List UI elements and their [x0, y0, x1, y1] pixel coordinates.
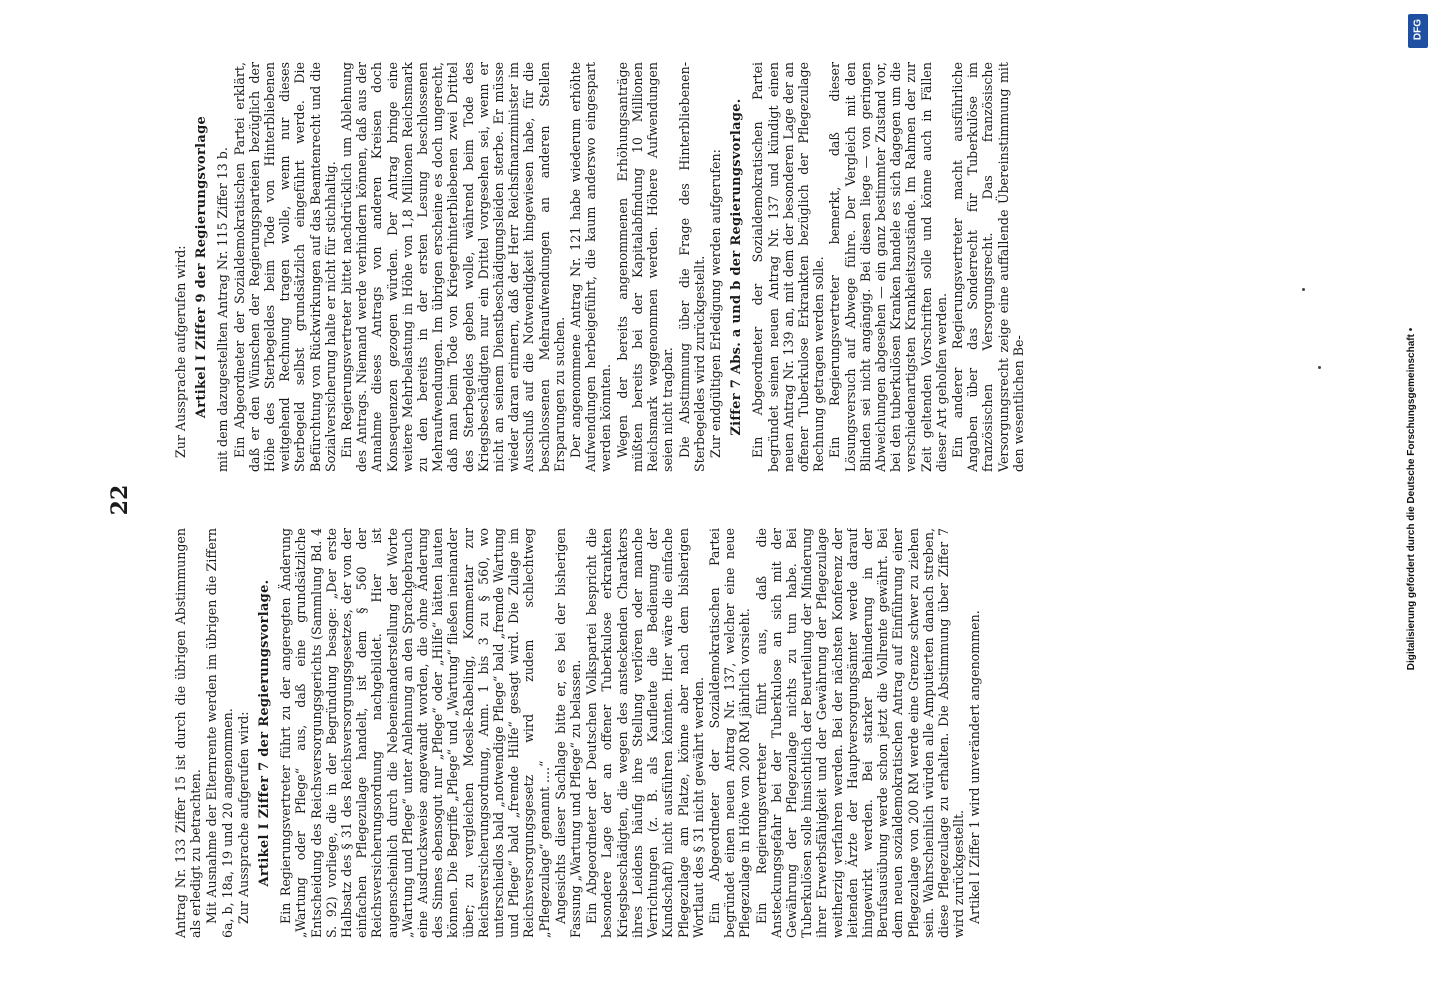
paragraph: Mit Ausnahme der Elternrente werden im übrigen die Ziffern 6a, b, 18a, 19 und 20 angenommen.	[204, 528, 235, 938]
scan-speck	[1302, 288, 1305, 291]
paragraph: Zur Aussprache aufgerufen wird:	[235, 711, 251, 924]
paragraph: Ein Abgeordneter der Sozialdemokratischen Partei begründet einen neuen Antrag Nr. 137, welcher eine neue Pflegezulage in Höhe von 200 RM jährlich vorsieht.	[706, 528, 753, 938]
paragraph: Ein Regierungsvertreter bittet nachdrücklich um Ablehnung des Antrags. Niemand werde verhindern können, daß aus der Annahme dieses Antrags von anderen Kreisen doch Konsequenzen gezogen würden. Der Antrag bringe eine weitere Mehrbelastung in Höhe von 1,8 Millionen Reichsmark zu den bereits in der ersten Lesung beschlossenen Mehraufwendungen. Im übrigen erscheine es doch ungerecht, daß man beim Tode von Kriegerhinterbliebenen zwei Drittel des Sterbegeldes geben wolle, während beim Tode des Kriegsbeschädigten nur ein Drittel vorgesehen sei, wenn er nicht an seinem Dienstbeschädigungsleiden sterbe. Er müsse wieder daran erinnern, daß der Herr Reichsfinanzminister im Ausschuß auf die Notwendigkeit hingewiesen habe, für die beschlossenen Mehraufwendungen an anderen Stellen Ersparungen zu suchen.	[339, 62, 567, 472]
paragraph: Zur endgültigen Erledigung werden aufgerufen:	[707, 149, 723, 458]
paragraph: Zur Aussprache aufgerufen wird:	[173, 245, 188, 458]
paragraph: Ein Regierungsvertreter bemerkt, daß dieser Lösungsversuch auf Abwege führe. Der Vergleich mit den Blinden sei nicht angängig. Bei diesen liege — von geringen Abweichungen abgesehen — ein ganz bestimmter Zustand vor, bei den tuberkulösen Kranken handele es sich dagegen um die verschiedenartigsten Krankheitszustände. Im Rahmen der zur Zeit geltenden Vorschriften solle und könne auch in Fällen dieser Art geholfen werden.	[827, 62, 949, 472]
paragraph: Antrag Nr. 133 Ziffer 15 ist durch die übrigen Abstimmungen als erledigt zu betrachten.	[173, 528, 204, 938]
section-heading: Ziffer 7 Abs. a und b der Regierungsvorlage.	[729, 98, 745, 436]
digitization-credit: Digitalisierung gefördert durch die Deutsche Forschungsgemeinschaft •	[1406, 327, 1417, 671]
paragraph: Ein Abgeordneter der Sozialdemokratischen Partei erklärt, daß er den Wünschen der Regierungsparteien bezüglich der Höhe des Sterbegeldes beim Tode von Hinterbliebenen weitgehend Rechnung tragen wolle, wenn nur dieses Sterbegeld selbst grundsätzlich eingeführt werde. Die Befürchtung von Rückwirkungen auf das Beamtenrecht und die Sozialversicherung halte er nicht für stichhaltig.	[231, 62, 338, 472]
paragraph: Die Abstimmung über die Frage des Hinterbliebenen-Sterbegeldes wird zurückgestellt.	[676, 62, 707, 472]
paragraph: Ein anderer Regierungsvertreter macht ausführliche Angaben über das Sonderrecht für Tuberkulöse im französischen Versorgungsrecht. Das französische Versorgungsrecht zeige eine auffallende Übereinstimmung mit den wesentlichen Be-	[949, 62, 1026, 472]
paragraph: Wegen der bereits angenommenen Erhöhungsanträge müßten bereits bei der Kapitalabfindung 10 Millionen Reichsmark weggenommen werden. Höhere Aufwendungen seien nicht tragbar.	[614, 62, 676, 472]
paragraph: Angesichts dieser Sachlage bitte er, es bei der bisherigen Fassung „Wartung und Pflege“ zu belassen.	[552, 528, 584, 938]
paragraph: mit dem dazugestellten Antrag Nr. 115 Ziffer 13 b.	[215, 147, 231, 472]
paragraph: Ein Abgeordneter der Deutschen Volkspartei bespricht die besondere Lage der an offener Tuberkulose erkrankten Kriegsbeschädigten, die wegen des ansteckenden Charakters ihres Leidens häufig ihre Stellung verlören oder manche Verrichtungen (z. B. als Kaufleute die Bedienung der Kundschaft) nicht ausführen könnten. Hier wäre die einfache Pflegezulage am Platze, könne aber nach dem bisherigen Wortlaut des § 31 nicht gewährt werden.	[584, 528, 706, 938]
paragraph: Ein Regierungsvertreter führt aus, daß die Ansteckungsgefahr bei der Tuberkulose an sich mit der Gewährung der Pflegezulage nichts zu tun habe. Bei Tuberkulösen solle hinsichtlich der Beurteilung der Minderung ihrer Erwerbsfähigkeit und der Gewährung der Pflegezulage weitherzig verfahren werden. Bei der nächsten Konferenz der leitenden Ärzte der Hauptversorgungsämter werde darauf hingewirkt werden. Bei starker Behinderung in der Berufsausübung werde schon jetzt die Vollrente gewährt. Bei dem neuen sozialdemokratischen Antrag auf Einführung einer Pflegezulage von 200 RM werde eine Grenze schwer zu ziehen sein. Wahrscheinlich würden alle Amputierten danach streben, diese Pflegezulage zu erhalten. Die Abstimmung über Ziffer 7 wird zurückgestellt.	[753, 528, 967, 938]
scan-speck	[1318, 366, 1321, 369]
section-heading: Artikel I Ziffer 9 der Regierungsvorlage	[194, 115, 210, 419]
paragraph: Artikel I Ziffer 1 wird unverändert angenommen.	[967, 610, 983, 924]
digitization-sidebar	[1405, 10, 1431, 995]
dfg-logo-text: DFG	[1412, 18, 1424, 41]
text-column-right	[173, 62, 1273, 472]
section-heading: Artikel I Ziffer 7 der Regierungsvorlage.	[257, 579, 273, 887]
paragraph: Ein Regierungsvertreter führt zu der angeregten Änderung „Wartung oder Pflege“ aus, daß eine grundsätzliche Entscheidung des Reichsversorgungsgerichts (Sammlung Bd. 4 S. 92) vorliege, die in der Begründung besage: „Der erste Halbsatz des § 31 des Reichsversorgungsgesetzes, der von der einfachen Pflegezulage handelt, ist dem § 560 der Reichsversicherungsordnung nachgebildet. Hier ist augenscheinlich durch die Nebeneinanderstellung der Worte „Wartung und Pflege“ unter Anlehnung an den Sprachgebrauch eine Ausdrucksweise angewandt worden, die ohne Änderung des Sinnes ebensogut nur „Pflege“ oder „Hilfe“ hätten lauten können. Die Begriffe „Pflege“ und „Wartung“ fließen ineinander über; zu vergleichen Moesle-Rabeling, Kommentar zur Reichsversicherungsordnung, Anm. 1 bis 3 zu § 560, wo unterschiedlos bald „notwendige Pflege“ bald „fremde Wartung und Pflege“ bald „fremde Hilfe“ gesagt wird. Die Zulage im Reichsversorgungsgesetz wird zudem schlechtweg „Pflegezulage“ genannt ....“	[278, 528, 552, 938]
page-number: 22	[107, 484, 133, 516]
paragraph: Ein Abgeordneter der Sozialdemokratischen Partei begründet seinen neuen Antrag Nr. 137 und kündigt einen neuen Antrag Nr. 139 an, mit dem der besonderen Lage der an offener Tuberkulose Erkrankten bezüglich der Pflegezulage Rechnung getragen werden solle.	[750, 62, 827, 472]
text-column-left	[173, 528, 1273, 938]
paragraph: Der angenommene Antrag Nr. 121 habe wiederum erhöhte Aufwendungen herbeigeführt, die kaum anderswo eingespart werden könnten.	[568, 62, 614, 472]
rotated-document-page	[95, 50, 1295, 950]
